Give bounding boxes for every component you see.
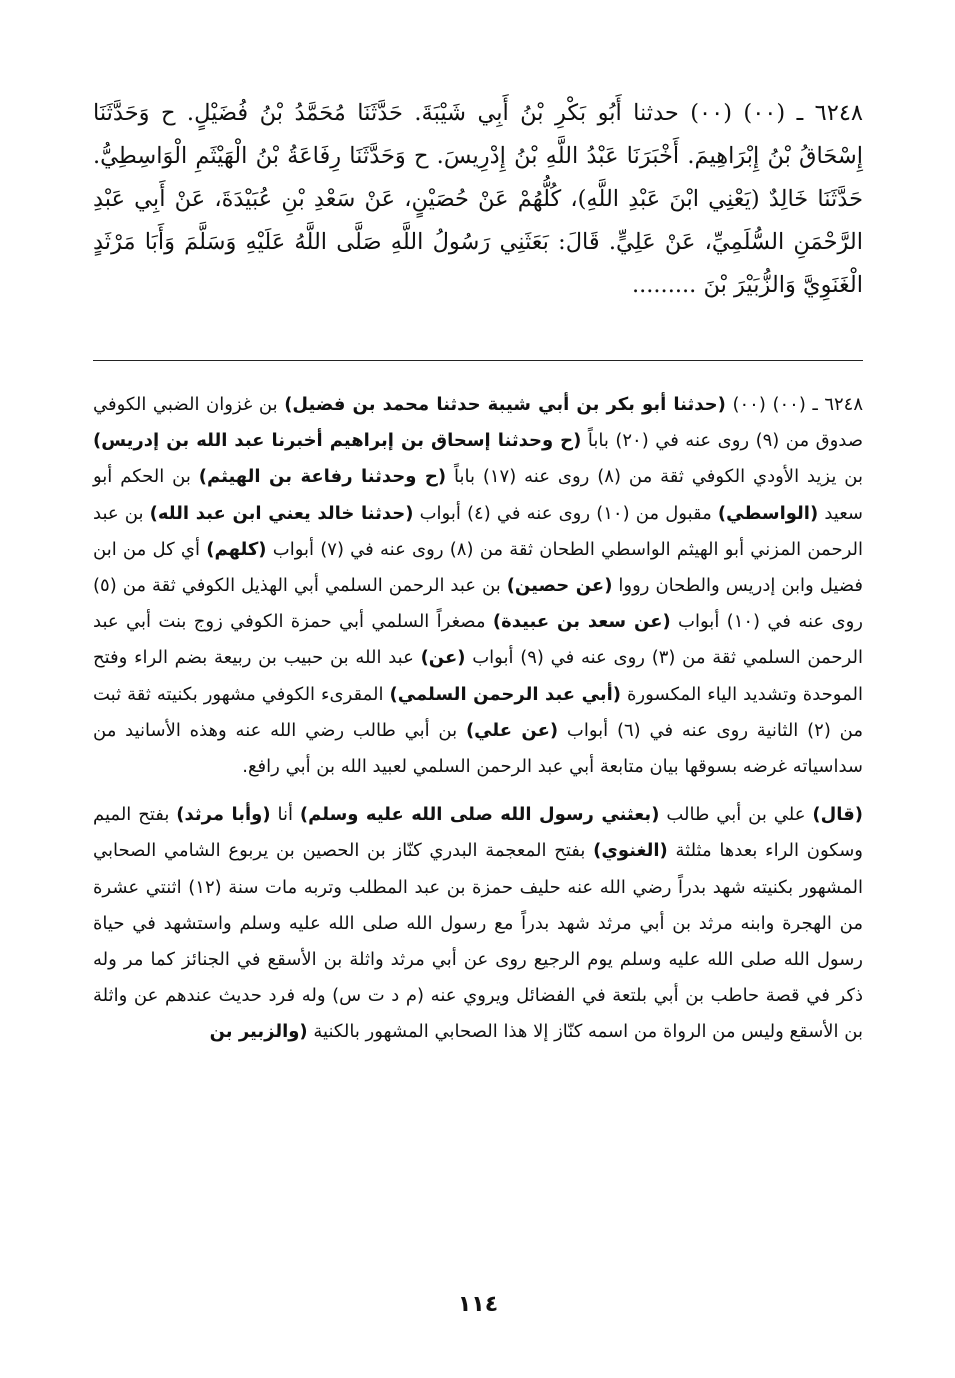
commentary-text: بن يزيد الأودي الكوفي ثقة من (٨) روى عنه (١٧) باباً — [446, 466, 863, 488]
bold-citation: (والزبير بن — [209, 1021, 308, 1043]
bold-citation: (كلهم) — [206, 538, 267, 560]
bold-citation: (عن) — [420, 647, 466, 669]
bold-citation: (عن علي) — [465, 719, 559, 741]
commentary-text: بن أبي طالب رضي الله عنه وهذه الأسانيد من سداسياته غرضه بسوقها بيان متابعة أبي عبد الرحمن السلمي لعبيد الله بن أبي رافع. — [93, 719, 863, 778]
commentary-text: بن عبد الرحمن السلمي أبي الهذيل الكوفي ثقة من (٥) روى عنه في (١٠) أبواب — [93, 575, 863, 633]
page-number: ١١٤ — [457, 1292, 499, 1317]
bold-citation: (عن حصين) — [506, 575, 613, 597]
commentary-text: بن عبد الرحمن المزني أبو الهيثم الواسطي الطحان ثقة من (٨) روى عنه في (٧) أبواب — [93, 502, 863, 560]
commentary-text: بفتح المعجمة البدري كنّاز بن الحصين بن يربوع الشامي الصحابي المشهور بكنيته شهد بدراً رضي الله عنه حليف حمزة بن عبد المطلب وتربه مات سنة (١٢) اثنتي عشرة من الهجرة وابنه مرثد بن أبي مرثد شهد بدراً مع رسول الله صلى الله عليه وسلم واستشهد في حياة رسول الله صلى الله عليه وسلم يوم الرجيع روى عن أبي مرثد واثلة بن الأسقع في الجنائز كما مر وله ذكر في قصة حاطب بن أبي بلتعة في الفضائل ويروي عنه (م د ت س) وله فرد حديث عندهم عن واثلة بن الأسقع وليس من الرواة من اسمه كنّاز إلا هذا الصحابي المشهور بالكنية — [93, 840, 863, 1043]
commentary-text: ٦٢٤٨ ـ (٠٠) (٠٠) — [725, 394, 863, 415]
bold-citation: (وأبا مرثد) — [176, 804, 271, 826]
commentary-text: بن الحكم أبو سعيد — [93, 466, 863, 524]
bold-citation: (حدثنا أبو بكر بن أبي شيبة حدثنا محمد بن فضيل) — [284, 394, 726, 415]
commentary-text: مصغراً السلمي أبي حمزة الكوفي زوج بنت أبي عبد الرحمن السلمي ثقة من (٣) روى عنه في (٩) أبواب — [93, 611, 863, 669]
commentary-paragraph-1 — [93, 387, 863, 785]
bold-citation: (حدثنا خالد يعني ابن عبد الله) — [149, 502, 414, 524]
bold-citation: (ح وحدثنا رفاعة بن الهيثم) — [198, 466, 447, 488]
commentary-text: المقرىء الكوفي مشهور بكنيته ثقة ثبت من (٢) الثانية روى عنه في (٦) أبواب — [93, 683, 863, 741]
commentary-paragraph-2 — [93, 797, 863, 1050]
commentary — [93, 387, 863, 1051]
commentary-text: مقبول من (١٠) روى عنه في (٤) أبواب — [413, 502, 718, 524]
footnote-separator — [93, 360, 863, 361]
bold-citation: (عن سعد بن عبيدة) — [492, 611, 671, 633]
hadith-text: ٦٢٤٨ ـ (٠٠) (٠٠) حدثنا أَبُو بَكْرِ بْنُ أَبِي شَيْبَةَ. حَدَّثَنَا مُحَمَّدُ بْنُ فُضَيْلٍ. ح وَحَدَّثَنَا إِسْحَاقُ بْنُ إِبْرَاهِيمَ. أَخْبَرَنَا عَبْدُ اللَّهِ بْنُ إِدْرِيسَ. ح وَحَدَّثَنَا رِفَاعَةُ بْنُ الْهَيْثَمِ الْوَاسِطِيُّ. حَدَّثَنَا خَالِدٌ (يَعْنِي ابْنَ عَبْدِ اللَّهِ)، كُلُّهُمْ عَنْ حُصَيْنٍ، عَنْ سَعْدِ بْنِ عُبَيْدَةَ، عَنْ أَبِي عَبْدِ الرَّحْمَنِ السُّلَمِيِّ، عَنْ عَلِيٍّ. قَالَ: بَعَثَنِي رَسُولُ اللَّهِ صَلَّى اللَّهُ عَلَيْهِ وَسَلَّمَ وَأَبَا مَرْثَدٍ الْغَنَوِيَّ وَالزُّبَيْرَ بْنَ ......... — [93, 100, 863, 298]
commentary-text: بن غزوان الضبي الكوفي صدوق من (٩) روى عنه في (٢٠) باباً — [93, 394, 863, 452]
bold-citation: (ح وحدثنا إسحاق بن إبراهيم أخبرنا عبد الله بن إدريس) — [93, 430, 582, 452]
commentary-text: بفتح الميم وسكون الراء بعدها مثلثة — [93, 804, 863, 862]
book-page — [93, 92, 863, 1362]
bold-citation: (قال) — [812, 804, 863, 826]
bold-citation: (الغنوي) — [593, 840, 668, 862]
bold-citation: (بعثني رسول الله صلى الله عليه وسلم) — [299, 804, 660, 826]
bold-citation: (الواسطي) — [717, 502, 819, 524]
commentary-text: علي بن أبي طالب — [659, 804, 813, 826]
commentary-text: عبد الله بن حبيب بن ربيعة بضم الراء وفتح الموحدة وتشديد الياء المكسورة — [93, 647, 863, 705]
bold-citation: (أبي عبد الرحمن السلمي) — [389, 683, 621, 705]
commentary-text: أنا — [270, 804, 300, 826]
commentary-text: أي كل من ابن فضيل وابن إدريس والطحان رووا — [93, 538, 864, 597]
